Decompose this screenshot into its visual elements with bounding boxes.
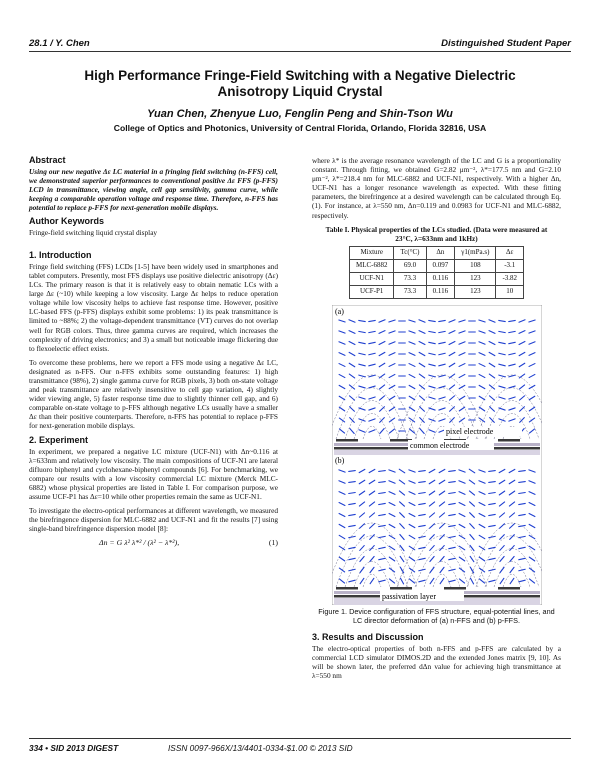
table-row bbox=[349, 272, 523, 285]
affiliation: College of Optics and Photonics, University of Central Florida, Orlando, Florida 32816, USA bbox=[113, 123, 487, 133]
intro-heading: 1. Introduction bbox=[29, 249, 92, 260]
table-cell: UCF-N1 bbox=[349, 272, 394, 285]
table-header-cell: Tc(°C) bbox=[394, 246, 426, 259]
figure-caption: Figure 1. Device configuration of FFS structure, equal-potential lines, and LC director deformation of (a) n-FFS and (b) p-FFS. bbox=[318, 607, 555, 626]
table-cell: 108 bbox=[455, 259, 496, 272]
table-header-cell: γ1(mPa.s) bbox=[455, 246, 496, 259]
results-heading: 3. Results and Discussion bbox=[312, 632, 424, 643]
table-header-row bbox=[349, 246, 523, 259]
common-electrode-label: common electrode bbox=[409, 441, 469, 451]
intro-paragraph-2: To overcome these problems, here we report a FFS mode using a negative Δε LC, designated as n-FFS. Our n-FFS exhibits some outstanding features: 1) high transmittance (98%), 2) single gamma curve for RGB pixels, 3) both on-state voltage and peak transmittance are relatively insensitive to cell gap variation, 4) slightly wider viewing angle, 5) faster response time due to slightly thinner cell gap, and 6) comparable on-state voltage to p-FFS although negative LCs usually have a smaller Δε than their positive counterparts. Therefore, n-FFS has potential to replace p-FFS for next-generation mobile displays. bbox=[29, 357, 278, 431]
keywords-heading: Author Keywords bbox=[29, 215, 105, 226]
paper-title: High Performance Fringe-Field Switching with a Negative Dielectric Anisotropy Liquid Crystal bbox=[84, 68, 516, 99]
pixel-electrode-label: pixel electrode bbox=[445, 427, 493, 437]
table-caption: Table I. Physical properties of the LCs studied. (Data were measured at 23°C, λ=633nm and 1kHz) bbox=[325, 224, 548, 243]
equation-1 bbox=[29, 538, 278, 547]
abstract-text: Using our new negative Δε LC material in a fringing field switching (n-FFS) cell, we demonstrated superior performances to conventional positive Δε FFS (p-FFS) LCD in transmittance, viewing angle, cell gap sensitivity, gamma curve, while keeping a comparable operation voltage and response time. Therefore, n-FFS has potential to replace p-FFS for next-generation mobile displays. bbox=[29, 167, 278, 213]
intro-paragraph-1: Fringe field switching (FFS) LCDs [1-5] have been widely used in smartphones and tablet computers. Presently, most FFS displays use positive dielectric anisotropy (Δε) LCs. The primary reason is that it is relatively easy to obtain nematic LCs with a large Δε (~10) while keeping a low viscosity. Large Δε helps to reduce operation voltage while low viscosity helps to achieve fast response time. However, positive LC-based FFS (p-FFS) displays exhibit some problems: 1) its peak transmittance is limited to ~88%; 2) the voltage-dependent transmittance (VT) curves do not overlap well for RGB colors. Thus, three gamma curves are required, which increases the complexity of driving electronics; and 3) a small but noticeable image flickering due to flexoelectic effect exists. bbox=[29, 261, 278, 353]
table-header-cell: Δε bbox=[496, 246, 524, 259]
table-row bbox=[349, 259, 523, 272]
panel-b-label: (b) bbox=[334, 456, 344, 466]
table-cell: 123 bbox=[455, 285, 496, 298]
pixel-electrode-strip bbox=[336, 439, 358, 442]
properties-table bbox=[349, 246, 524, 299]
table-cell: 0.116 bbox=[426, 272, 455, 285]
table-cell: -3.1 bbox=[496, 259, 524, 272]
table-header-cell: Δn bbox=[426, 246, 455, 259]
table-cell: 0.116 bbox=[426, 285, 455, 298]
table-cell: 73.3 bbox=[394, 272, 426, 285]
abstract-heading: Abstract bbox=[29, 155, 66, 165]
experiment-paragraph-2: To investigate the electro-optical performances at different wavelength, we measured the birefringence dispersion for MLC-6882 and UCF-N1 and fit the results [7] using single-band birefringence dispersion model [8]: bbox=[29, 506, 278, 534]
ffs-structure-figure bbox=[332, 305, 542, 605]
footer-page-info: 334 • SID 2013 DIGEST bbox=[29, 743, 119, 753]
table-cell: UCF-P1 bbox=[349, 285, 394, 298]
table-cell: 0.097 bbox=[426, 259, 455, 272]
experiment-paragraph-1: In experiment, we prepared a negative LC mixture (UCF-N1) with Δn~0.116 at λ=633nm and relatively low viscosity. The main compositions of UCF-N1 are lateral difluoro biphenyl and cyclohexane-biphenyl compounds [6]. For benchmarking, we compare our results with a low viscosity commercial LC mixture (Merck MLC-6882) whose physical properties are listed in Table I. For comparison purpose, we assume UCF-P1 has Δε=10 while other properties remain the same as UCF-N1. bbox=[29, 446, 278, 502]
pixel-electrode-strip bbox=[498, 587, 520, 590]
keywords-text: Fringe-field switching liquid crystal display bbox=[29, 227, 158, 237]
footer-issn: ISSN 0097-966X/13/4401-0334-$1.00 © 2013 SID bbox=[168, 743, 353, 753]
running-header-left: 28.1 / Y. Chen bbox=[29, 38, 90, 49]
table-cell: 73.3 bbox=[394, 285, 426, 298]
experiment-heading: 2. Experiment bbox=[29, 434, 89, 445]
running-header-right: Distinguished Student Paper bbox=[441, 38, 571, 49]
table-cell: 123 bbox=[455, 272, 496, 285]
passivation-layer-label: passivation layer bbox=[381, 592, 436, 602]
table-cell: -3.82 bbox=[496, 272, 524, 285]
table-cell: 10 bbox=[496, 285, 524, 298]
footer-rule bbox=[29, 738, 571, 739]
table-cell: 69.0 bbox=[394, 259, 426, 272]
pixel-electrode-strip bbox=[336, 587, 358, 590]
pixel-electrode-strip bbox=[390, 587, 412, 590]
pixel-electrode-strip bbox=[498, 439, 520, 442]
right-paragraph-1: where λ* is the average resonance wavelength of the LC and G is a proportionality constant. Through fitting, we obtained G=2.82 μm⁻², λ*=177.5 nm and G=2.10 μm⁻², λ*=218.4 nm for MLC-6882 and UCF-N1, respectively. With a higher Δn, UCF-N1 has a longer resonance wavelength as expected. With these fitting parameters, the birefringence at a desired wavelength can be calculated through Eq. (1). For instance, at λ=550 nm, Δn=0.119 and 0.0983 for UCF-N1 and MLC-6882, respectively. bbox=[312, 156, 561, 220]
pixel-electrode-strip bbox=[444, 587, 466, 590]
table-header-cell: Mixture bbox=[349, 246, 394, 259]
table-cell: MLC-6882 bbox=[349, 259, 394, 272]
table-row bbox=[349, 285, 523, 298]
equation-number: (1) bbox=[268, 538, 278, 548]
author-list: Yuan Chen, Zhenyue Luo, Fenglin Peng and Shin-Tson Wu bbox=[147, 108, 453, 120]
left-column bbox=[29, 156, 278, 554]
panel-a-label: (a) bbox=[334, 307, 344, 317]
header-rule bbox=[29, 51, 571, 52]
equation-body: Δn = G λ² λ*² / (λ² − λ*²), bbox=[99, 538, 180, 548]
substrate bbox=[334, 450, 540, 455]
results-paragraph-1: The electro-optical properties of both n-FFS and p-FFS are calculated by a commercial LCD simulator DIMOS.2D and the extended Jones matrix [9, 10]. As will be shown later, the preferred dΔn value for achieving high transmittance at λ=550 nm bbox=[312, 644, 561, 681]
right-column bbox=[312, 156, 561, 686]
